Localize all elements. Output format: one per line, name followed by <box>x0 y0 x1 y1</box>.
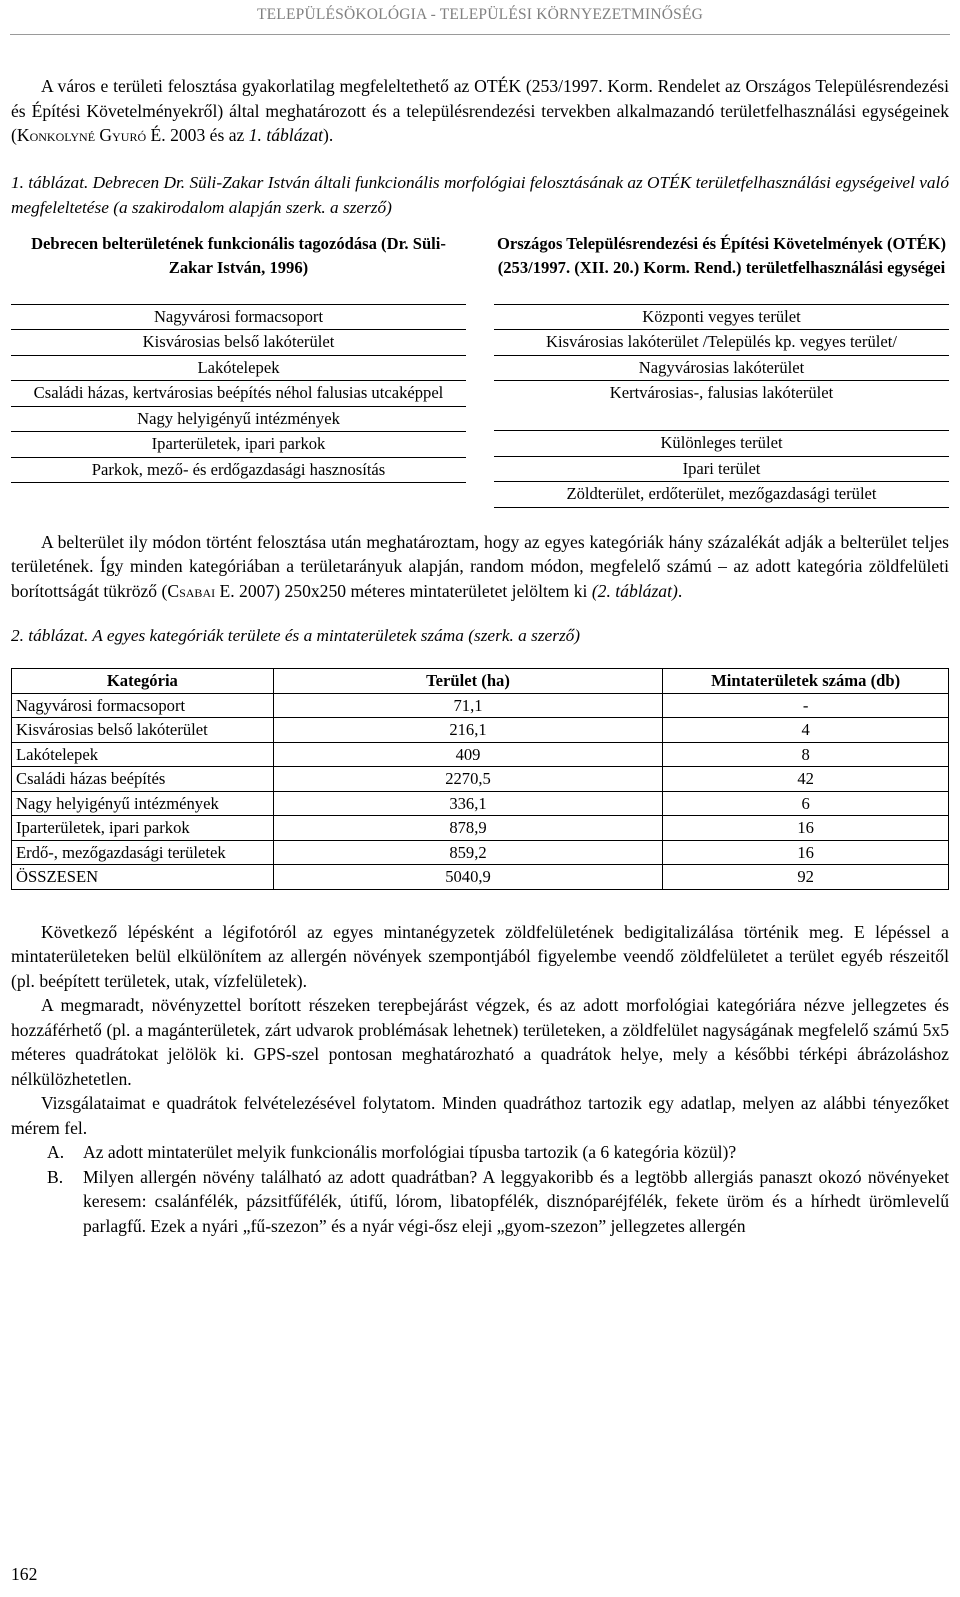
table-row <box>12 816 949 841</box>
page-content <box>11 74 949 1238</box>
table1-right-cell: Kertvárosias-, falusias lakóterület <box>494 381 949 431</box>
table1-right-cell: Központi vegyes terület <box>494 305 949 331</box>
table2-header-category: Kategória <box>12 669 274 694</box>
running-header: TELEPÜLÉSÖKOLÓGIA - TELEPÜLÉSI KÖRNYEZETMINŐSÉG <box>256 6 704 23</box>
intro-author: Konkolyné Gyuró É. <box>16 125 166 145</box>
list-item <box>11 1165 949 1239</box>
header-divider <box>10 34 950 35</box>
table1-right-column <box>494 232 949 508</box>
table2-sample-count-cell: 6 <box>663 791 949 816</box>
table-row <box>12 791 949 816</box>
table2-sample-count-cell: 8 <box>663 742 949 767</box>
table-row <box>12 693 949 718</box>
table2-area-cell: 859,2 <box>273 840 662 865</box>
list-item <box>11 1140 949 1165</box>
table2-area-cell: 409 <box>273 742 662 767</box>
table2-area-cell: 2270,5 <box>273 767 662 792</box>
table2-category-cell: Iparterületek, ipari parkok <box>12 816 274 841</box>
table1-right-cell: Különleges terület <box>494 431 949 457</box>
table2-sample-count-cell: 16 <box>663 840 949 865</box>
list-item-text: Milyen allergén növény található az adott quadrátban? A leggyakoribb és a legtöbb allergiás panaszt okozó növényeket keresem: csalánfélék, pázsitfűfélék, útifű, lórom, libatopfélék, disznóparéjfélék, fekete üröm és a hírhedt ürömlevelű parlagfű. Ezek a nyári „fű-szezon” és a nyár végi-ősz eleji „gyom-szezon” jellegzetes allergén <box>83 1166 949 1236</box>
list-item-text: Az adott mintaterület melyik funkcionális morfológiai típusba tartozik (a 6 kategória közül)? <box>83 1142 737 1162</box>
table2-sample-count-cell: 42 <box>663 767 949 792</box>
survey-paragraph: Vizsgálataimat e quadrátok felvételezésével folytatom. Minden quadráthoz tartozik egy adatlap, melyen az alábbi tényezőket mérem fel. <box>11 1093 949 1138</box>
para2-text-b: 2007) 250x250 méteres mintaterületet jelöltem ki <box>234 580 592 601</box>
list-item-label: B. <box>47 1166 64 1187</box>
table1-left-cell: Parkok, mező- és erdőgazdasági hasznosítás <box>11 458 466 484</box>
digitization-paragraph: Következő lépésként a légifotóról az egyes mintanégyzetek zöldfelületének bedigitalizálása történik meg. E lépéssel a mintaterületeken belül elkülönítem az allergén növények szempontjából figyelembe veendő zöldfelületet a terület egyéb részeitől (pl. beépített területek, utak, vízfelületek). <box>11 921 949 991</box>
para2-author: Csabai E. <box>167 580 235 601</box>
table2-caption: 2. táblázat. A egyes kategóriák területe és a mintaterületek száma (szerk. a szerző) <box>11 626 581 645</box>
table2-header-area: Terület (ha) <box>273 669 662 694</box>
table2-category-cell: ÖSSZESEN <box>12 865 274 890</box>
table1-left-column <box>11 232 466 508</box>
table1-caption: 1. táblázat. Debrecen Dr. Süli-Zakar István általi funkcionális morfológiai felosztásának az OTÉK területfelhasználási egységeivel való megfeleltetése (a szakirodalom alapján szerk. a szerző) <box>11 172 949 217</box>
table2 <box>11 668 949 890</box>
table2-category-cell: Családi házas beépítés <box>12 767 274 792</box>
table1-right-cell: Kisvárosias lakóterület /Település kp. vegyes terület/ <box>494 330 949 356</box>
intro-text-c: ). <box>323 125 334 145</box>
table1-left-cell: Nagyvárosi formacsoport <box>11 305 466 331</box>
list-item-label: A. <box>47 1142 65 1162</box>
table2-category-cell: Nagy helyigényű intézmények <box>12 791 274 816</box>
intro-table-ref: 1. táblázat <box>248 125 324 145</box>
para2-text-a: A belterület ily módon történt felosztása után meghatároztam, hogy az egyes kategóriák hány százalékát adják a belterület teljes területének. Így minden kategóriában a területarányuk alapján, random módon, megfelelő számú – az adott kategória zöldfelületi borítottságát tükröző ( <box>11 531 949 601</box>
table1-right-cell: Zöldterület, erdőterület, mezőgazdasági terület <box>494 482 949 508</box>
table2-category-cell: Lakótelepek <box>12 742 274 767</box>
table2-area-cell: 336,1 <box>273 791 662 816</box>
table-row <box>12 718 949 743</box>
table2-category-cell: Erdő-, mezőgazdasági területek <box>12 840 274 865</box>
table-row <box>12 742 949 767</box>
para2-table-ref: (2. táblázat) <box>591 580 678 601</box>
table2-area-cell: 216,1 <box>273 718 662 743</box>
fieldwork-paragraph: A megmaradt, növényzettel borított részeken terepbejárást végzek, és az adott morfológiai kategóriára nézve jellegzetes és hozzáférhető (pl. a magánterületek, zárt udvarok problémásak lehetnek) területeken, a zöldfelület nagyságának megfelelő számú 5x5 méteres quadrátokat jelölök ki. GPS-szel pontosan meghatározható a quadrátok helye, mely a későbbi térképi ábrázoláshoz nélkülözhetetlen. <box>11 995 949 1089</box>
intro-text-a: A város e területi felosztása gyakorlatilag megfeleltethető az OTÉK (253/1997. Korm. Rendelet az Országos Településrendezési és Építési Követelményekről) által meghatározott és a településrendezési tervekben alkalmazandó területfelhasználási egységeinek ( <box>11 76 949 145</box>
table2-area-cell: 71,1 <box>273 693 662 718</box>
table-row <box>12 767 949 792</box>
table2-category-cell: Nagyvárosi formacsoport <box>12 693 274 718</box>
table2-header-sample-count: Mintaterületek száma (db) <box>663 669 949 694</box>
table1-left-cell: Iparterületek, ipari parkok <box>11 432 466 458</box>
table1-right-header: Országos Településrendezési és Építési Követelmények (OTÉK) (253/1997. (XII. 20.) Korm. Rend.) területfelhasználási egységei <box>494 232 949 305</box>
table1-left-cell: Lakótelepek <box>11 356 466 382</box>
table2-category-cell: Kisvárosias belső lakóterület <box>12 718 274 743</box>
table1 <box>11 232 949 508</box>
table1-left-header: Debrecen belterületének funkcionális tagozódása (Dr. Süli-Zakar István, 1996) <box>11 232 466 305</box>
intro-paragraph <box>11 74 949 148</box>
table2-sample-count-cell: 92 <box>663 865 949 890</box>
table2-area-cell: 5040,9 <box>273 865 662 890</box>
table1-left-cell: Nagy helyigényű intézmények <box>11 407 466 433</box>
table2-sample-count-cell: 4 <box>663 718 949 743</box>
page-number: 162 <box>11 1564 38 1584</box>
table1-left-cell: Kisvárosias belső lakóterület <box>11 330 466 356</box>
table2-area-cell: 878,9 <box>273 816 662 841</box>
table1-right-cell: Nagyvárosias lakóterület <box>494 356 949 382</box>
para2-text-c: . <box>677 580 683 601</box>
table2-sample-count-cell: - <box>663 693 949 718</box>
table-row <box>12 840 949 865</box>
table1-left-cell: Családi házas, kertvárosias beépítés néhol falusias utcaképpel <box>11 381 466 407</box>
table1-right-cell: Ipari terület <box>494 457 949 483</box>
table2-sample-count-cell: 16 <box>663 816 949 841</box>
table2-header-row <box>12 669 949 694</box>
categories-paragraph <box>11 530 949 604</box>
table-row <box>12 865 949 890</box>
intro-text-b: 2003 és az <box>165 125 249 145</box>
